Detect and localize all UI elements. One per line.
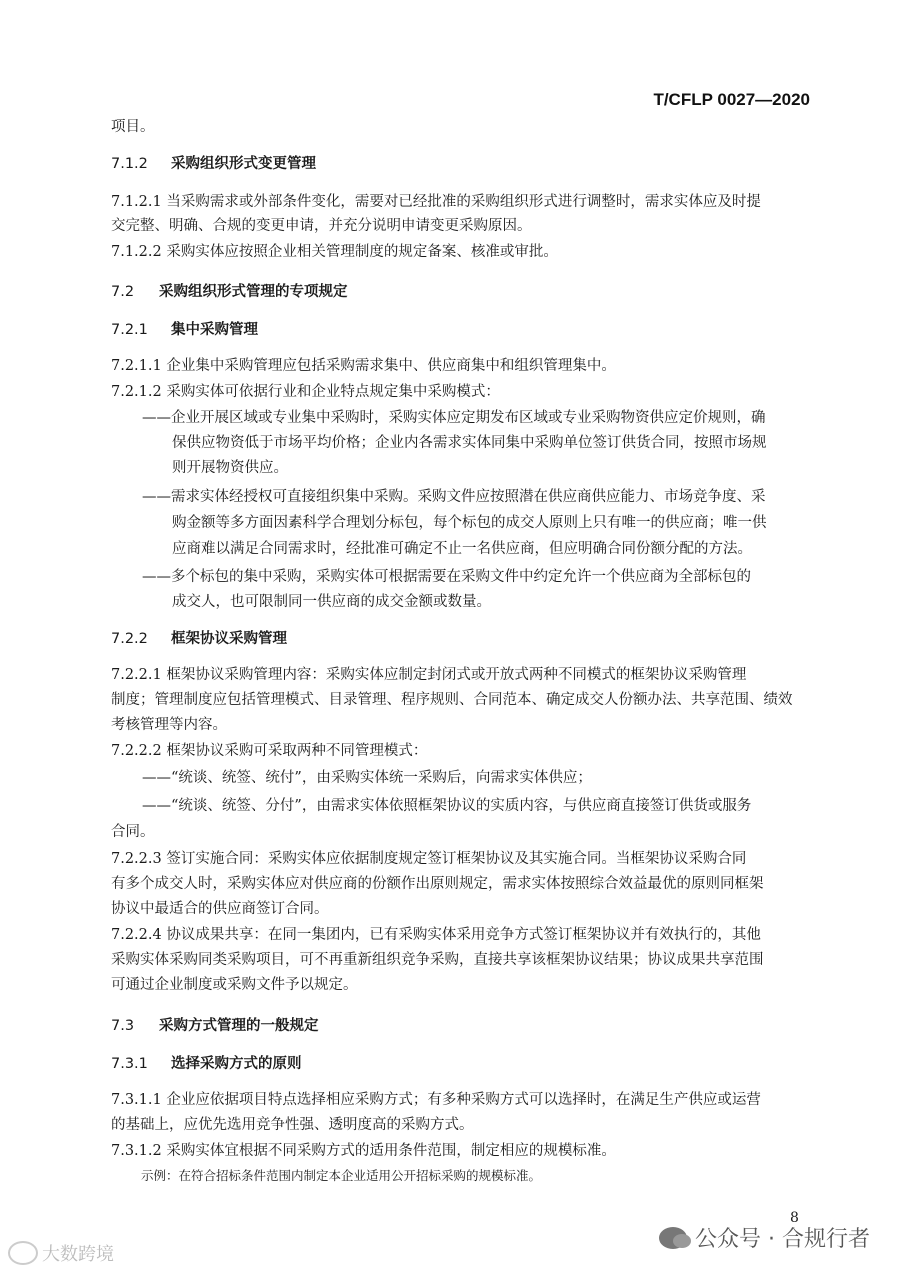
section-heading-7-2-2 — [111, 629, 287, 649]
section-title: 采购方式管理的一般规定 — [159, 1018, 319, 1034]
section-number: 7.3.1 — [111, 1056, 148, 1072]
text-line: 7.1.2.2 采购实体应按照企业相关管理制度的规定备案、核准或审批。 — [111, 244, 558, 260]
text-line: 7.3.1.1 企业应依据项目特点选择相应采购方式；有多种采购方式可以选择时，在满足生产供应或运营 — [111, 1092, 761, 1108]
dash-item: ——企业开展区域或专业集中采购时，采购实体应定期发布区域或专业采购物资供应定价规则，确 — [142, 410, 766, 426]
dash-item: ——“统谈、统签、分付”，由需求实体依照框架协议的实质内容，与供应商直接签订供货或服务 — [142, 798, 752, 814]
dash-item: ——需求实体经授权可直接组织集中采购。采购文件应按照潜在供应商供应能力、市场竞争度、采 — [142, 489, 766, 505]
text-line: 7.2.2.4 协议成果共享：在同一集团内，已有采购实体采用竞争方式签订框架协议并有效执行的，其他 — [111, 927, 761, 943]
dash-item-cont: 应商难以满足合同需求时，经批准可确定不止一名供应商，但应明确合同份额分配的方法。 — [172, 541, 752, 557]
watermark-text: 公众号 · 合规行者 — [695, 1227, 870, 1252]
section-number: 7.2.2 — [111, 631, 148, 647]
example-note: 示例：在符合招标条件范围内制定本企业适用公开招标采购的规模标准。 — [141, 1168, 542, 1183]
section-number: 7.2.1 — [111, 322, 148, 338]
section-number: 7.3 — [111, 1018, 135, 1034]
text-line: 项目。 — [111, 119, 155, 135]
text-line: 7.3.1.2 采购实体宜根据不同采购方式的适用条件范围，制定相应的规模标准。 — [111, 1143, 616, 1159]
section-title: 采购组织形式管理的专项规定 — [159, 284, 348, 300]
logo-icon — [8, 1241, 38, 1265]
text-line: 7.1.2.1 当采购需求或外部条件变化，需要对已经批准的采购组织形式进行调整时，需求实体应及时提 — [111, 194, 761, 210]
section-title: 选择采购方式的原则 — [171, 1056, 302, 1072]
wechat-icon — [659, 1227, 687, 1249]
dash-item-cont: 购金额等多方面因素科学合理划分标包，每个标包的成交人原则上只有唯一的供应商；唯一供 — [172, 515, 767, 531]
dash-item-cont: 保供应物资低于市场平均价格；企业内各需求实体同集中采购单位签订供货合同，按照市场规 — [172, 435, 767, 451]
text-line: 7.2.2.3 签订实施合同：采购实体应依据制度规定签订框架协议及其实施合同。当框架协议采购合同 — [111, 851, 747, 867]
section-heading-7-2 — [111, 282, 348, 302]
text-line: 7.2.2.1 框架协议采购管理内容：采购实体应制定封闭式或开放式两种不同模式的框架协议采购管理 — [111, 667, 747, 683]
section-heading-7-2-1 — [111, 320, 258, 340]
section-title: 框架协议采购管理 — [171, 631, 287, 647]
text-line: 交完整、明确、合规的变更申请，并充分说明申请变更采购原因。 — [111, 218, 532, 234]
text-line: 制度；管理制度应包括管理模式、目录管理、程序规则、合同范本、确定成交人份额办法、共享范围、绩效 — [111, 692, 793, 708]
text-line: 7.2.2.2 框架协议采购可采取两种不同管理模式： — [111, 743, 428, 759]
page-number: 8 — [790, 1210, 799, 1226]
document-code: T/CFLP 0027—2020 — [653, 90, 810, 109]
text-line: 采购实体采购同类采购项目，可不再重新组织竞争采购，直接共享该框架协议结果；协议成果共享范围 — [111, 952, 764, 968]
text-line: 7.2.1.2 采购实体可依据行业和企业特点规定集中采购模式： — [111, 384, 500, 400]
dash-item: ——“统谈、统签、统付”，由采购实体统一采购后，向需求实体供应； — [142, 770, 592, 786]
text-line: 可通过企业制度或采购文件予以规定。 — [111, 977, 358, 993]
section-heading-7-3 — [111, 1016, 319, 1036]
watermark-text: 大数跨境 — [42, 1244, 114, 1265]
text-line: 的基础上，应优先选用竞争性强、透明度高的采购方式。 — [111, 1117, 474, 1133]
text-line: 考核管理等内容。 — [111, 717, 227, 733]
section-title: 采购组织形式变更管理 — [171, 156, 316, 172]
watermark-left — [8, 1240, 114, 1266]
watermark-right — [659, 1222, 870, 1253]
section-heading-7-1-2 — [111, 154, 316, 174]
dash-item-cont: 成交人，也可限制同一供应商的成交金额或数量。 — [172, 594, 491, 610]
section-number: 7.2 — [111, 284, 135, 300]
text-line: 合同。 — [111, 824, 155, 840]
section-heading-7-3-1 — [111, 1054, 302, 1074]
section-number: 7.1.2 — [111, 156, 148, 172]
dash-item: ——多个标包的集中采购，采购实体可根据需要在采购文件中约定允许一个供应商为全部标包的 — [142, 569, 751, 585]
section-title: 集中采购管理 — [171, 322, 258, 338]
dash-item-cont: 则开展物资供应。 — [172, 460, 288, 476]
text-line: 7.2.1.1 企业集中采购管理应包括采购需求集中、供应商集中和组织管理集中。 — [111, 358, 616, 374]
text-line: 有多个成交人时，采购实体应对供应商的份额作出原则规定，需求实体按照综合效益最优的原则同框架 — [111, 876, 764, 892]
text-line: 协议中最适合的供应商签订合同。 — [111, 901, 329, 917]
